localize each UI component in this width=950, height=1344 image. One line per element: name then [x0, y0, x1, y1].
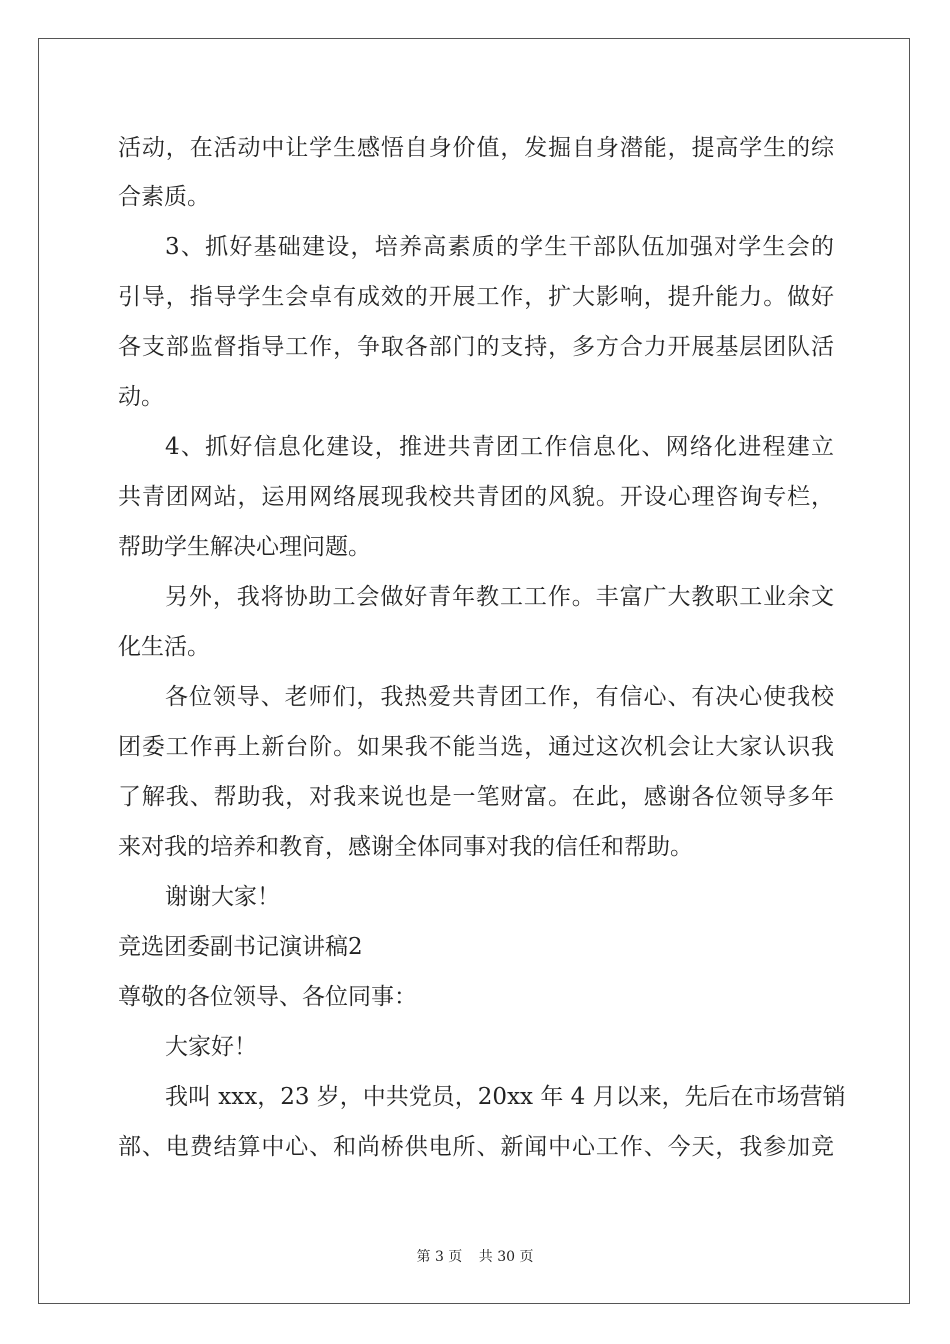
text-line: 帮助学生解决心理问题。 — [118, 534, 371, 560]
text-line: 引导，指导学生会卓有成效的开展工作，扩大影响，提升能力。做好 — [118, 284, 834, 310]
greeting: 大家好！ — [165, 1034, 257, 1060]
page-footer — [0, 1246, 950, 1266]
text-line: 了解我、帮助我，对我来说也是一笔财富。在此，感谢各位领导多年 — [118, 784, 834, 810]
text-line: 共青团网站，运用网络展现我校共青团的风貌。开设心理咨询专栏， — [118, 484, 834, 510]
text-line-indented: 3、抓好基础建设，培养高素质的学生干部队伍加强对学生会的 — [165, 234, 834, 260]
text-line: 来对我的培养和教育，感谢全体同事对我的信任和帮助。 — [118, 834, 693, 860]
text-line: 化生活。 — [118, 634, 210, 660]
text-line: 合素质。 — [118, 184, 210, 210]
page-total: 共 30 页 — [478, 1249, 534, 1265]
text-line: 团委工作再上新台阶。如果我不能当选，通过这次机会让大家认识我 — [118, 734, 834, 760]
text-line-indented: 我叫 xxx，23 岁，中共党员，20xx 年 4 月以来，先后在市场营销 — [165, 1084, 846, 1110]
page-number: 第 3 页 — [416, 1249, 463, 1265]
text-line: 活动，在活动中让学生感悟自身价值，发掘自身潜能，提高学生的综 — [118, 135, 834, 161]
salutation: 尊敬的各位领导、各位同事： — [118, 984, 417, 1010]
text-line-indented: 谢谢大家！ — [165, 884, 280, 910]
text-line-indented: 各位领导、老师们，我热爱共青团工作，有信心、有决心使我校 — [165, 684, 834, 710]
section-title: 竞选团委副书记演讲稿2 — [118, 934, 363, 960]
text-line-indented: 另外，我将协助工会做好青年教工工作。丰富广大教职工业余文 — [165, 584, 834, 610]
text-line: 部、电费结算中心、和尚桥供电所、新闻中心工作、今天，我参加竞 — [118, 1134, 834, 1160]
text-line: 动。 — [118, 384, 164, 410]
text-line: 各支部监督指导工作，争取各部门的支持，多方合力开展基层团队活 — [118, 334, 834, 360]
text-line-indented: 4、抓好信息化建设，推进共青团工作信息化、网络化进程建立 — [165, 434, 834, 460]
